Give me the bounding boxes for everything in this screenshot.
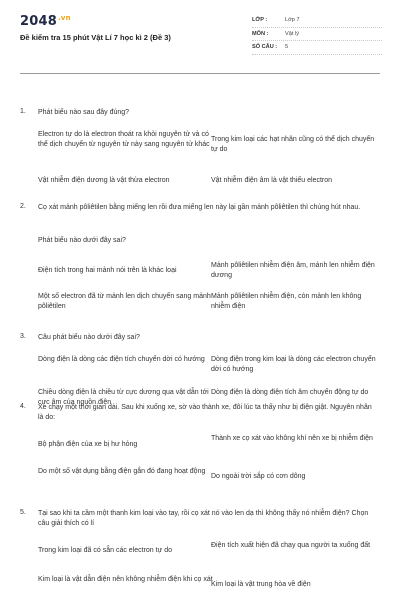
answer-option-a[interactable]: Trong kim loại đã có sẵn các electron tự do bbox=[38, 547, 172, 554]
page-header bbox=[0, 0, 400, 68]
meta-value: Vật lý bbox=[285, 30, 299, 37]
answer-option-b[interactable]: Điện tích xuất hiện đã chạy qua người ta xuống đất bbox=[211, 542, 371, 549]
answer-option-a[interactable]: Bộ phận điện của xe bị hư hỏng bbox=[38, 441, 138, 448]
answer-option-b[interactable]: Mảnh pôliêtilen nhiễm điện âm, mảnh len nhiễm điện dương bbox=[211, 262, 375, 279]
question-text: Tại sao khi ta cầm một thanh kim loại vào tay, rồi cọ xát nó vào len dạ thì không thấy nó nhiễm điện? Chọn câu giải thích có lí bbox=[38, 510, 369, 527]
question-text: Cọ xát mảnh pôliêtilen bằng miếng len rồi đưa miếng len này lại gần mảnh pôliêtilen thì chúng hút nhau. bbox=[38, 204, 361, 211]
answer-option-a[interactable]: Electron tự do là electron thoát ra khỏi nguyên tử và có thể dịch chuyển từ nguyên tử này sang nguyên tử khác bbox=[38, 131, 210, 148]
meta-row-count bbox=[252, 41, 382, 55]
question-text: Phát biểu nào sau đây đúng? bbox=[38, 109, 130, 116]
question-3 bbox=[20, 333, 380, 406]
answer-option-c[interactable]: Chiều dòng điện là chiều từ cực dương qua vật dẫn tới cực âm của nguồn điện bbox=[38, 389, 209, 406]
answer-option-b[interactable]: Thành xe cọ xát vào không khí nên xe bị nhiễm điện bbox=[211, 435, 373, 442]
answer-option-c[interactable]: Kim loại là vật dẫn điện nên không nhiễm điện khi cọ xát bbox=[38, 576, 213, 583]
answer-option-a[interactable]: Điện tích trong hai mảnh nói trên là khác loại bbox=[38, 267, 177, 274]
meta-row-subject bbox=[252, 28, 382, 42]
answer-option-d[interactable]: Vật nhiễm điện âm là vật thiếu electron bbox=[211, 177, 333, 184]
question-number: 1. bbox=[20, 108, 26, 115]
question-2 bbox=[20, 203, 380, 313]
question-4 bbox=[20, 403, 380, 493]
question-1 bbox=[20, 108, 380, 184]
answer-option-c[interactable]: Vật nhiễm điện dương là vật thừa electron bbox=[38, 177, 170, 184]
answer-option-d[interactable]: Mảnh pôliêtilen nhiễm điện, còn mảnh len không nhiễm điện bbox=[211, 293, 362, 310]
question-number: 3. bbox=[20, 333, 26, 340]
question-text: Câu phát biểu nào dưới đây sai? bbox=[38, 334, 140, 341]
logo-suffix: .vn bbox=[57, 14, 71, 22]
answer-option-b[interactable]: Dòng điện trong kim loại là dòng các electron chuyển dời có hướng bbox=[211, 356, 376, 373]
question-number: 5. bbox=[20, 509, 26, 516]
meta-row-class bbox=[252, 14, 382, 28]
logo-main: 2048 bbox=[20, 14, 57, 29]
question-subtext: Phát biểu nào dưới đây sai? bbox=[38, 237, 126, 244]
question-number: 2. bbox=[20, 203, 26, 210]
answer-option-c[interactable]: Do một số vật dụng bằng điện gắn đó đang hoạt động bbox=[38, 468, 206, 475]
answer-option-d[interactable]: Dòng điện là dòng điện tích âm chuyển động tự do bbox=[211, 389, 369, 396]
site-logo[interactable] bbox=[20, 14, 71, 29]
question-text: Xe chạy một thời gian dài. Sau khi xuống xe, sờ vào thành xe, đôi lúc ta thấy như bị điện giật. Nguyên nhân là do: bbox=[38, 404, 372, 421]
header-divider bbox=[20, 73, 380, 74]
exam-meta bbox=[252, 14, 382, 55]
answer-option-c[interactable]: Một số electron đã từ mảnh len dịch chuyển sang mảnh pôliêtilen bbox=[38, 293, 211, 310]
answer-option-d[interactable]: Kim loại là vật trung hòa về điện bbox=[211, 581, 311, 588]
meta-value: Lớp 7 bbox=[285, 17, 300, 24]
question-5 bbox=[20, 509, 380, 599]
meta-label: SỐ CÂU : bbox=[252, 44, 278, 51]
answer-option-b[interactable]: Trong kim loại các hạt nhân cũng có thể dịch chuyển tự do bbox=[211, 136, 375, 153]
meta-value: 5 bbox=[285, 44, 289, 51]
answer-option-d[interactable]: Do ngoài trời sắp có cơn dông bbox=[211, 473, 306, 480]
meta-label: LỚP : bbox=[252, 17, 268, 24]
question-number: 4. bbox=[20, 403, 26, 410]
page-title: Đề kiểm tra 15 phút Vật Lí 7 học kì 2 (Đề 3) bbox=[20, 33, 171, 42]
meta-label: MÔN : bbox=[252, 30, 269, 37]
answer-option-a[interactable]: Dòng điện là dòng các điện tích chuyển dời có hướng bbox=[38, 356, 205, 363]
